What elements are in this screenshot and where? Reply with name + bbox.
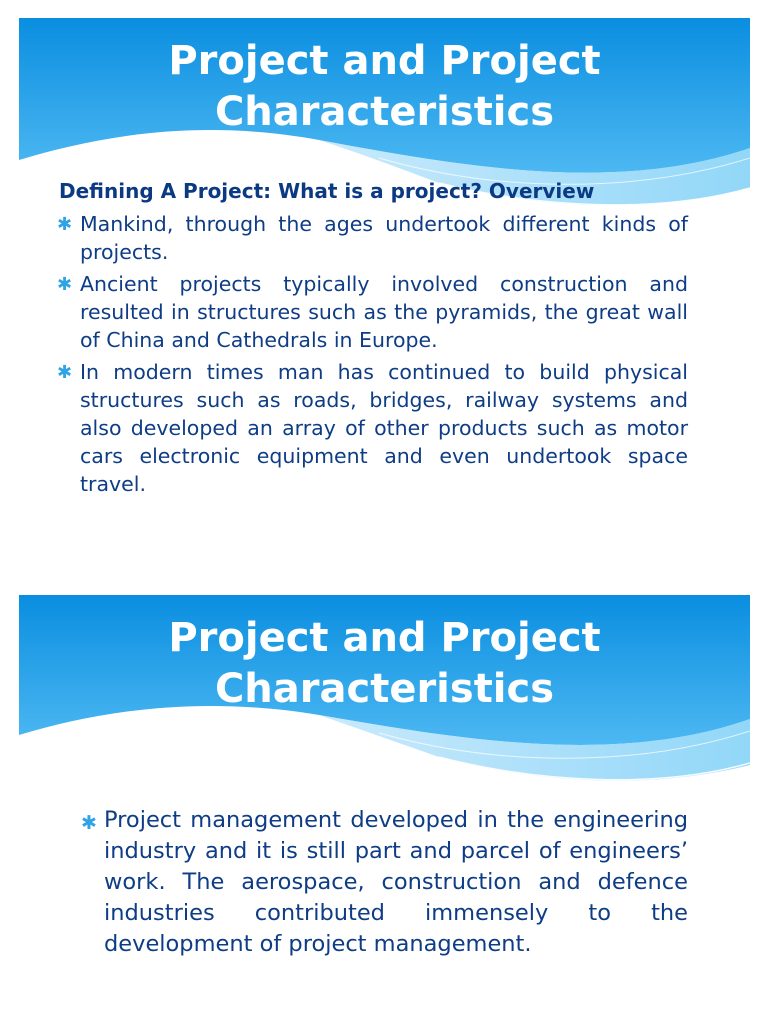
slide-2 [19,595,750,1015]
bullet-text: Ancient projects typically involved construction and resulted in structures such as the pyramids, the great wall of China and Cathedrals in Europe. [80,272,688,352]
bullet-item [57,358,688,498]
slide-title-line: Project and Project [168,38,601,84]
slide-title [19,36,750,138]
bullet-list [57,210,688,502]
slide-1 [19,18,750,538]
slide-title-line: Characteristics [214,666,555,712]
bullet-item [57,210,688,266]
bullet-text: In modern times man has continued to build physical structures such as roads, bridges, railway systems and also developed an array of other products such as motor cars electronic equipment and even undertook space travel. [80,360,688,496]
bullet-item [81,805,688,960]
bullet-list [81,805,688,960]
bullet-item [57,270,688,354]
asterisk-bullet-icon: ✱ [81,812,97,834]
slide-header [19,595,750,795]
slide-title-line: Project and Project [168,615,601,661]
asterisk-bullet-icon: ✱ [57,214,73,235]
slide-title-line: Characteristics [214,89,555,135]
asterisk-bullet-icon: ✱ [57,362,73,383]
slide-title [19,613,750,715]
asterisk-bullet-icon: ✱ [57,274,73,295]
bullet-text: Project management developed in the engineering industry and it is still part and parcel of engineers’ work. The aerospace, construction and defence industries contributed immensely to the development of project management. [104,807,688,957]
bullet-text: Mankind, through the ages undertook different kinds of projects. [80,212,688,264]
slide-subtitle: Defining A Project: What is a project? Overview [59,179,595,203]
